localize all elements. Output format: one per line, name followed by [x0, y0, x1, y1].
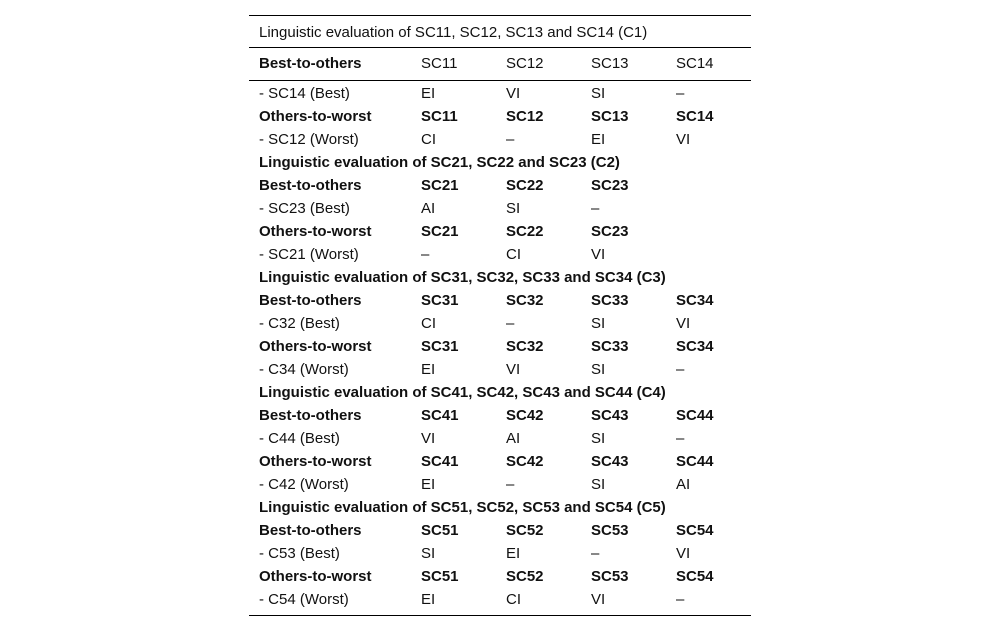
table-cell: SC53	[591, 568, 629, 585]
table-cell: SC14	[676, 108, 714, 125]
row-label: Best-to-others	[259, 407, 362, 424]
row-label: - C44 (Best)	[259, 430, 340, 447]
header-cell-col1: SC11	[421, 55, 458, 72]
table-cell: AI	[421, 200, 436, 217]
table-cell: SC42	[506, 453, 544, 470]
subheader-row	[249, 174, 751, 197]
row-label: Others-to-worst	[259, 223, 372, 240]
table-row	[249, 197, 751, 220]
subheader-row	[249, 404, 751, 427]
table-cell: –	[676, 85, 685, 102]
table-cell: AI	[676, 476, 691, 493]
subheader-row	[249, 565, 751, 588]
subheader-row	[249, 220, 751, 243]
table-cell: EI	[421, 476, 436, 493]
table-cell: SC43	[591, 407, 629, 424]
row-label: Best-to-others	[259, 292, 362, 309]
table-caption: Linguistic evaluation of SC11, SC12, SC13 and SC14 (C1)	[249, 16, 751, 48]
subheader-row	[249, 289, 751, 312]
table-cell	[676, 220, 751, 243]
section-title: Linguistic evaluation of SC51, SC52, SC53 and SC54 (C5)	[259, 499, 666, 516]
row-label: Others-to-worst	[259, 338, 372, 355]
table-cell: –	[506, 131, 515, 148]
table-cell: SC31	[421, 338, 459, 355]
row-label: Others-to-worst	[259, 453, 372, 470]
table-cell	[676, 197, 751, 220]
subheader-row	[249, 450, 751, 473]
table-cell: SC13	[591, 108, 629, 125]
table-cell: SC34	[676, 292, 714, 309]
subheader-row	[249, 519, 751, 542]
table-cell: SC21	[421, 223, 459, 240]
table-cell: SC32	[506, 338, 544, 355]
row-label: Others-to-worst	[259, 108, 372, 125]
table-cell: VI	[591, 591, 606, 608]
row-label: - SC12 (Worst)	[259, 131, 359, 148]
row-label: - C54 (Worst)	[259, 591, 349, 608]
table-cell: SI	[591, 85, 606, 102]
table-cell: CI	[421, 315, 436, 332]
header-cell-label: Best-to-others	[259, 55, 362, 72]
table-cell: SC41	[421, 407, 459, 424]
table-cell: –	[506, 476, 515, 493]
row-label: - C34 (Worst)	[259, 361, 349, 378]
table-cell: SC22	[506, 223, 544, 240]
table-cell	[676, 243, 751, 266]
table-cell: –	[676, 361, 685, 378]
table-cell: SC51	[421, 568, 459, 585]
table-cell: SC52	[506, 568, 544, 585]
table-cell: SC54	[676, 522, 714, 539]
table-cell: SI	[591, 430, 606, 447]
table-cell: EI	[421, 591, 436, 608]
table-cell: SC34	[676, 338, 714, 355]
table-row	[249, 427, 751, 450]
row-label: - C53 (Best)	[259, 545, 340, 562]
evaluation-table	[249, 15, 751, 616]
header-cell-col3: SC13	[591, 55, 629, 72]
table-cell: SC12	[506, 108, 544, 125]
table-cell: SI	[591, 315, 606, 332]
table-cell: EI	[421, 361, 436, 378]
table-cell	[676, 174, 751, 197]
table-cell: EI	[591, 131, 606, 148]
section-title: Linguistic evaluation of SC21, SC22 and SC23 (C2)	[259, 154, 620, 171]
table-cell: VI	[676, 315, 691, 332]
table-cell: SC23	[591, 177, 629, 194]
table-cell: SC23	[591, 223, 629, 240]
table-cell: SC32	[506, 292, 544, 309]
table-cell: EI	[506, 545, 521, 562]
table-cell: SC41	[421, 453, 459, 470]
section-title: Linguistic evaluation of SC41, SC42, SC43 and SC44 (C4)	[259, 384, 666, 401]
table-cell: –	[506, 315, 515, 332]
table-cell: SC44	[676, 453, 714, 470]
header-cell-col4: SC14	[676, 55, 714, 72]
table-header	[249, 48, 751, 81]
row-label: - SC21 (Worst)	[259, 246, 359, 263]
row-label: - SC23 (Best)	[259, 200, 350, 217]
table-cell: CI	[506, 246, 521, 263]
table-cell: VI	[506, 85, 521, 102]
row-label: Best-to-others	[259, 177, 362, 194]
row-label: - SC14 (Best)	[259, 85, 350, 102]
table-cell: CI	[421, 131, 436, 148]
table-cell: SC33	[591, 338, 629, 355]
row-label: - C42 (Worst)	[259, 476, 349, 493]
table-row	[249, 243, 751, 266]
table-cell: SC42	[506, 407, 544, 424]
table-row	[249, 542, 751, 565]
header-cell-col2: SC12	[506, 55, 544, 72]
table-cell: VI	[506, 361, 521, 378]
table-cell: SC21	[421, 177, 459, 194]
table-cell: SI	[591, 476, 606, 493]
row-label: Best-to-others	[259, 522, 362, 539]
table-row	[249, 473, 751, 496]
table-row	[249, 312, 751, 335]
section-title: Linguistic evaluation of SC31, SC32, SC33 and SC34 (C3)	[259, 269, 666, 286]
table-row	[249, 588, 751, 611]
table-cell: VI	[676, 131, 691, 148]
row-label: Others-to-worst	[259, 568, 372, 585]
table-cell: –	[676, 430, 685, 447]
table-cell: SC54	[676, 568, 714, 585]
table-cell: –	[421, 246, 430, 263]
table-cell: SI	[421, 545, 436, 562]
table-row	[249, 358, 751, 381]
table-cell: VI	[421, 430, 436, 447]
table-cell: VI	[676, 545, 691, 562]
table-cell: SC52	[506, 522, 544, 539]
subheader-row	[249, 335, 751, 358]
table-cell: –	[591, 545, 600, 562]
table-cell: AI	[506, 430, 521, 447]
table-cell: SC11	[421, 108, 458, 125]
table-cell: SC51	[421, 522, 459, 539]
table-cell: SC53	[591, 522, 629, 539]
table-body	[249, 81, 751, 615]
subheader-row	[249, 105, 751, 128]
table-row	[249, 82, 751, 105]
table-cell: –	[591, 200, 600, 217]
table-cell: SC43	[591, 453, 629, 470]
table-row	[249, 128, 751, 151]
table-cell: SC31	[421, 292, 459, 309]
table-cell: SC44	[676, 407, 714, 424]
table-cell: CI	[506, 591, 521, 608]
table-cell: SI	[591, 361, 606, 378]
row-label: - C32 (Best)	[259, 315, 340, 332]
table-cell: SC22	[506, 177, 544, 194]
table-cell: –	[676, 591, 685, 608]
table-cell: SC33	[591, 292, 629, 309]
table-cell: VI	[591, 246, 606, 263]
table-cell: EI	[421, 85, 436, 102]
table-cell: SI	[506, 200, 521, 217]
